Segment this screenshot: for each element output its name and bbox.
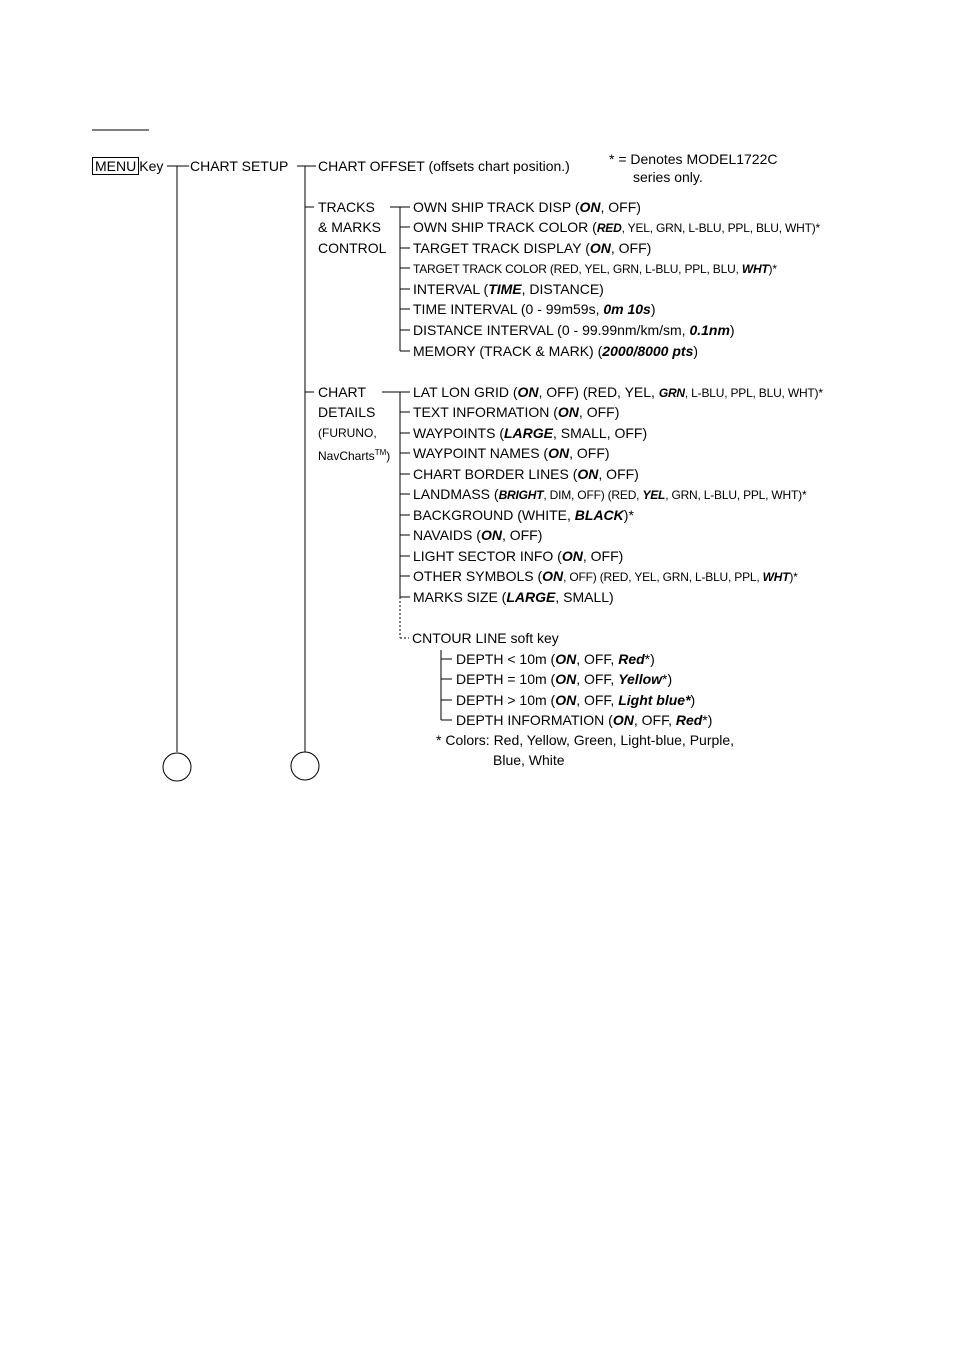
colors-note-line1: * Colors: Red, Yellow, Green, Light-blue, Purple,	[436, 732, 735, 748]
chart-setup-label: CHART SETUP	[190, 158, 289, 174]
contour-item: DEPTH = 10m (ON, OFF, Yellow*)	[456, 671, 673, 687]
chart-details-label-line4: NavCharts™)	[318, 448, 391, 463]
model-note-line1: * = Denotes MODEL1722C	[609, 151, 778, 167]
menu-key	[92, 157, 163, 175]
tracks-item: TARGET TRACK COLOR (RED, YEL, GRN, L-BLU, PPL, BLU, WHT)*	[413, 262, 777, 276]
chart-details-item: OTHER SYMBOLS (ON, OFF) (RED, YEL, GRN, L-BLU, PPL, WHT)*	[413, 568, 798, 584]
tracks-item: OWN SHIP TRACK DISP (ON, OFF)	[413, 199, 641, 215]
menu-key-suffix: Key	[139, 158, 164, 174]
chart-details-item: NAVAIDS (ON, OFF)	[413, 527, 543, 543]
chart-offset-label: CHART OFFSET (offsets chart position.)	[318, 158, 570, 174]
chart-details-item: TEXT INFORMATION (ON, OFF)	[413, 404, 620, 420]
chart-details-label-line3: (FURUNO,	[318, 426, 377, 440]
chart-details-item: WAYPOINTS (LARGE, SMALL, OFF)	[413, 425, 648, 441]
tracks-label-line2: & MARKS	[318, 219, 382, 235]
chart-details-item: LANDMASS (BRIGHT, DIM, OFF) (RED, YEL, GRN, L-BLU, PPL, WHT)*	[413, 486, 807, 502]
contour-line-softkey-label: CNTOUR LINE soft key	[412, 630, 559, 646]
colors-note-line2: Blue, White	[493, 752, 565, 768]
tracks-label-line3: CONTROL	[318, 240, 387, 256]
contour-item: DEPTH < 10m (ON, OFF, Red*)	[456, 651, 655, 667]
chart-details-item: LIGHT SECTOR INFO (ON, OFF)	[413, 548, 624, 564]
tracks-item: DISTANCE INTERVAL (0 - 99.99nm/km/sm, 0.1nm)	[413, 322, 735, 338]
chart-details-label-line2: DETAILS	[318, 404, 376, 420]
tracks-item: MEMORY (TRACK & MARK) (2000/8000 pts)	[413, 343, 699, 359]
tracks-item: TIME INTERVAL (0 - 99m59s, 0m 10s)	[413, 301, 656, 317]
contour-item: DEPTH INFORMATION (ON, OFF, Red*)	[456, 712, 713, 728]
tracks-item: INTERVAL (TIME, DISTANCE)	[413, 281, 604, 297]
chart-details-item: MARKS SIZE (LARGE, SMALL)	[413, 589, 614, 605]
chart-details-item: WAYPOINT NAMES (ON, OFF)	[413, 445, 610, 461]
chart-details-item: CHART BORDER LINES (ON, OFF)	[413, 466, 639, 482]
contour-item: DEPTH > 10m (ON, OFF, Light blue*)	[456, 692, 696, 708]
menu-key-box: MENU	[92, 157, 139, 175]
chart-details-item: BACKGROUND (WHITE, BLACK)*	[413, 507, 634, 523]
tracks-label-line1: TRACKS	[318, 199, 375, 215]
chart-details-label-line1: CHART	[318, 384, 366, 400]
model-note-line2: series only.	[633, 169, 703, 185]
tracks-item: OWN SHIP TRACK COLOR (RED, YEL, GRN, L-BLU, PPL, BLU, WHT)*	[413, 219, 820, 235]
tracks-item: TARGET TRACK DISPLAY (ON, OFF)	[413, 240, 652, 256]
chart-details-item: LAT LON GRID (ON, OFF) (RED, YEL, GRN, L-BLU, PPL, BLU, WHT)*	[413, 384, 823, 400]
